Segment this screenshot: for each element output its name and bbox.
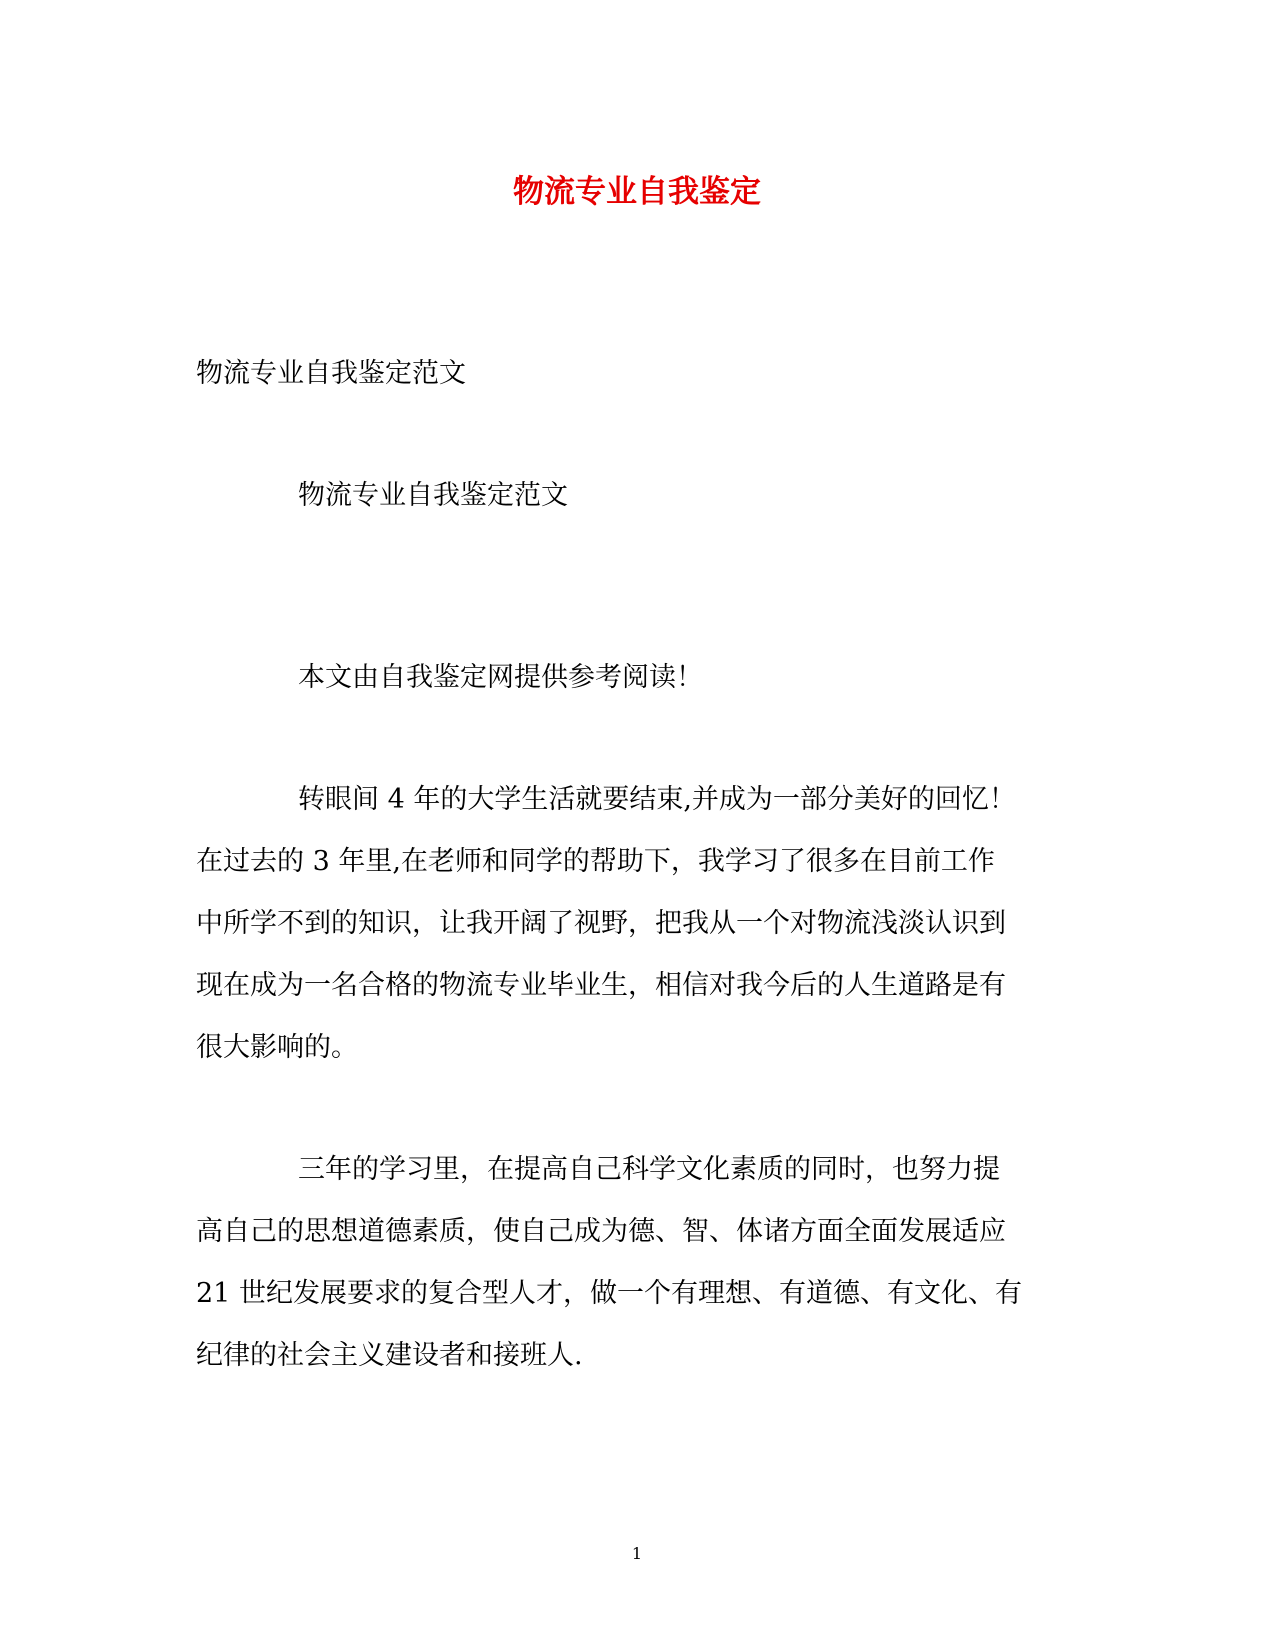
document-subtitle: 物流专业自我鉴定范文 <box>196 358 466 389</box>
paragraph-1-line: 中所学不到的知识，让我开阔了视野，把我从一个对物流浅淡认识到 <box>196 908 1006 939</box>
paragraph-1-line: 现在成为一名合格的物流专业毕业生，相信对我今后的人生道路是有 <box>196 970 1006 1001</box>
section-heading: 物流专业自我鉴定范文 <box>298 480 568 511</box>
document-title: 物流专业自我鉴定 <box>513 174 761 210</box>
page-number: 1 <box>631 1544 643 1563</box>
paragraph-1-line: 很大影响的。 <box>196 1032 358 1063</box>
paragraph-2-line: 高自己的思想道德素质，使自己成为德、智、体诸方面全面发展适应 <box>196 1216 1006 1247</box>
paragraph-2-line: 三年的学习里，在提高自己科学文化素质的同时，也努力提 <box>298 1154 1000 1185</box>
source-note: 本文由自我鉴定网提供参考阅读！ <box>298 662 703 693</box>
paragraph-2-line: 21 世纪发展要求的复合型人才，做一个有理想、有道德、有文化、有 <box>196 1278 1022 1309</box>
paragraph-1-line: 在过去的 3 年里,在老师和同学的帮助下，我学习了很多在目前工作 <box>196 846 995 877</box>
paragraph-1-line: 转眼间 4 年的大学生活就要结束,并成为一部分美好的回忆！ <box>298 784 1016 815</box>
paragraph-2-line: 纪律的社会主义建设者和接班人. <box>196 1340 583 1371</box>
